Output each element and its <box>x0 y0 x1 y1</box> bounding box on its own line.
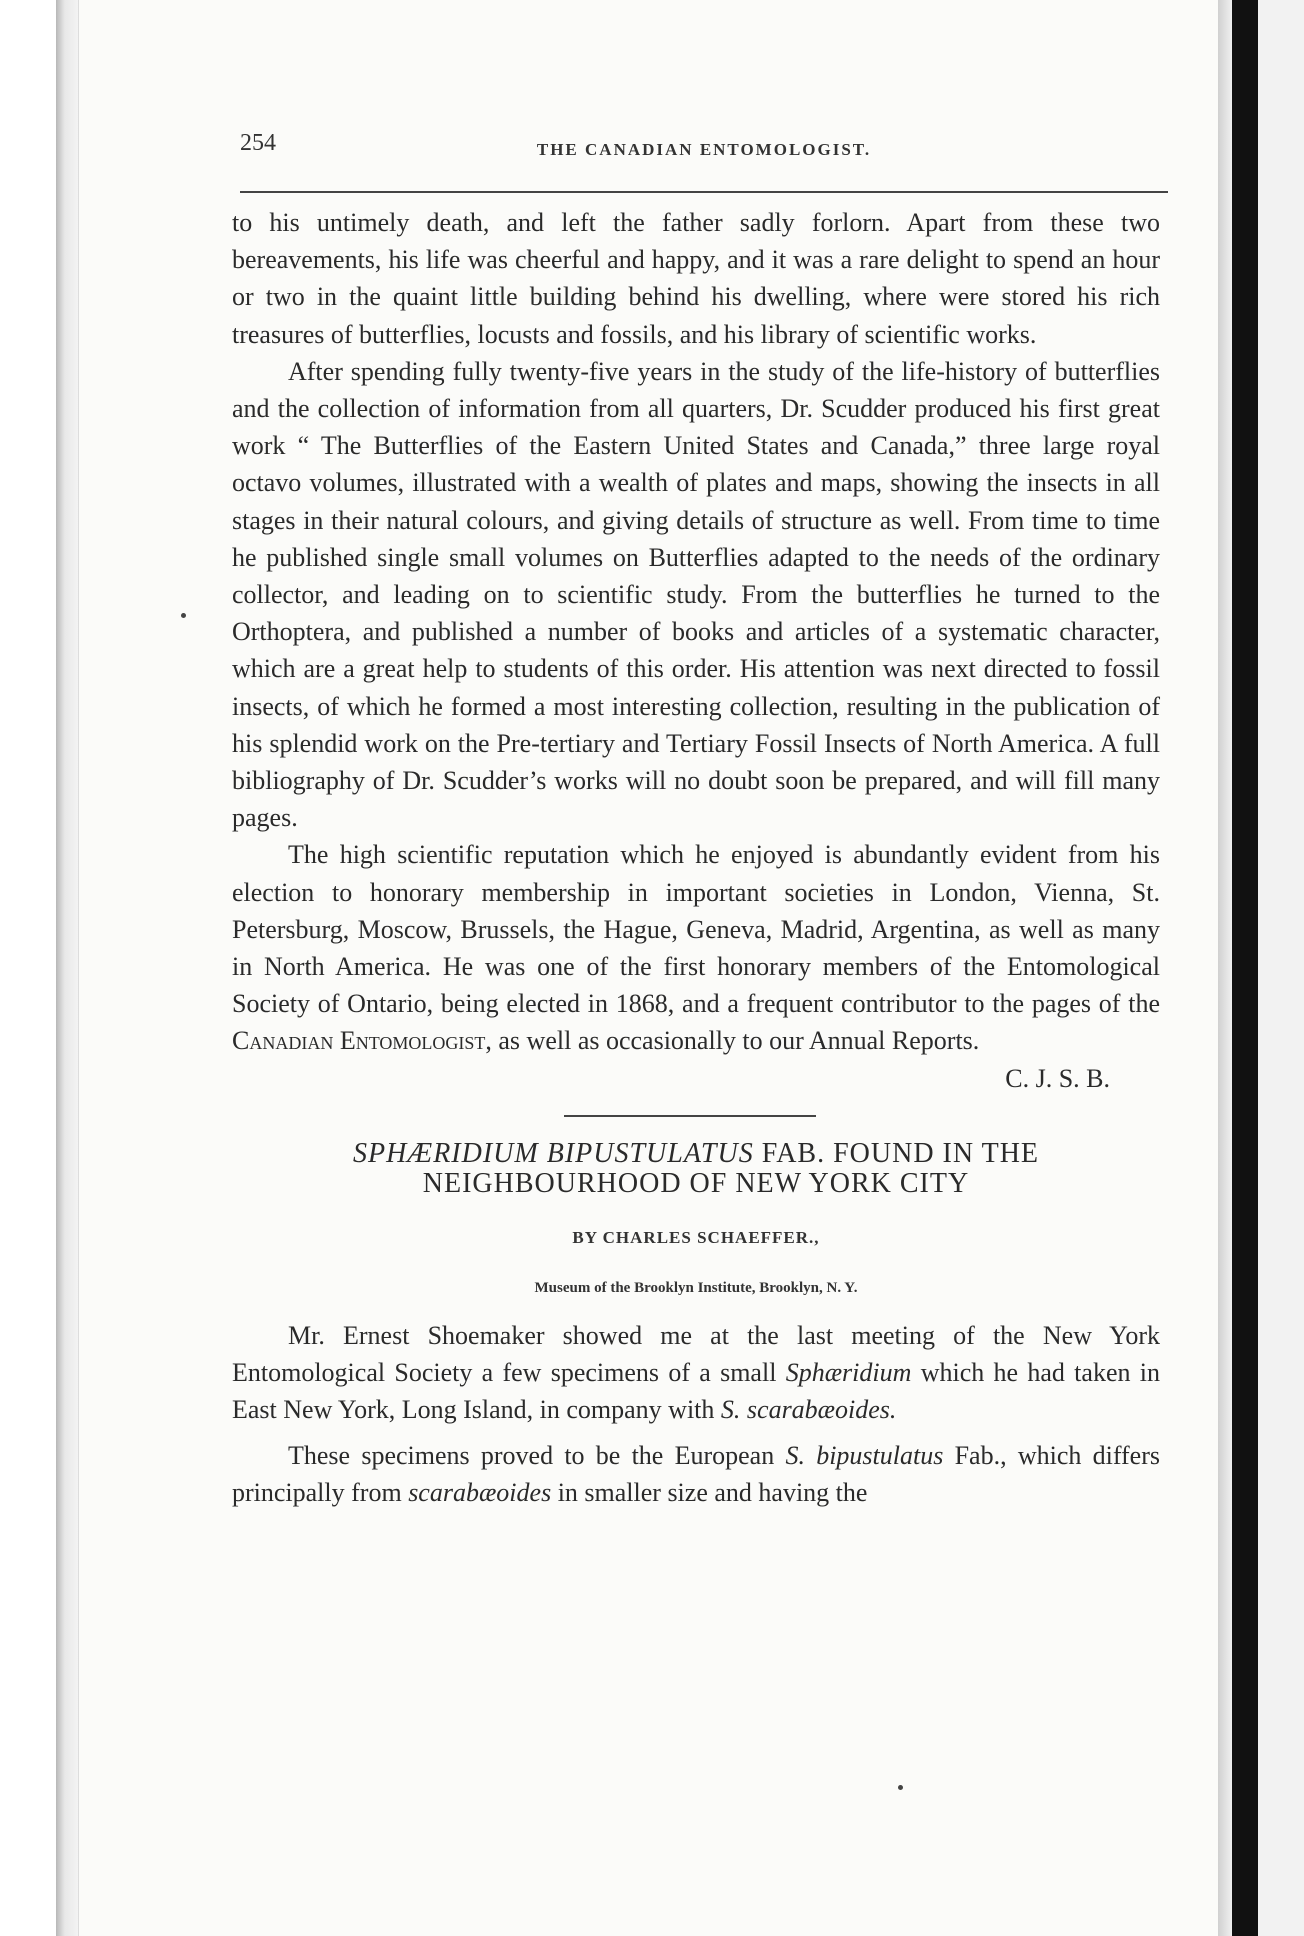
header-rule <box>240 191 1168 193</box>
byline: BY CHARLES SCHAEFFER., <box>572 1227 820 1247</box>
species-scarabaeoides: scarabæoides <box>408 1477 552 1507</box>
body-text <box>232 204 1160 1511</box>
journal-name-smallcaps: Canadian Entomologist <box>232 1026 486 1056</box>
paragraph-4 <box>232 1317 1160 1429</box>
page-edge-left <box>56 0 78 1936</box>
article-title-rest: FAB. FOUND IN THE <box>753 1137 1040 1169</box>
running-head <box>240 126 1168 166</box>
journal-title: THE CANADIAN ENTOMOLOGIST. <box>536 140 872 159</box>
species-name-title: SPHÆRIDIUM BIPUSTULATUS <box>352 1137 754 1169</box>
species-bipustulatus: S. bipustulatus <box>785 1440 944 1470</box>
paragraph-2: After spending fully twenty-five years in the study of the life-history of butterflies and the collection of information from all quarters, Dr. Scudder produced his first great work “ The Butterflies of the Eastern United States and Canada,” three large royal octavo volumes, illustrated with a wealth of plates and maps, showing the insects in all stages in their natural colours, and giving details of structure as well. From time to time he published single small volumes on Butterflies adapted to the needs of the ordinary collector, and leading on to scientific study. From the butterflies he turned to the Orthoptera, and published a number of books and articles of a systematic character, which are a great help to students of this order. His attention was next directed to fossil insects, of which he formed a most interesting collection, resulting in the publication of his splendid work on the Pre-tertiary and Tertiary Fossil Insects of North America. A full bibliography of Dr. Scudder’s works will no doubt soon be prepared, and will fill many pages. <box>232 356 1160 833</box>
speck-mark <box>898 1785 903 1790</box>
affiliation: Museum of the Brooklyn Institute, Brooklyn, N. Y. <box>534 1279 858 1296</box>
paragraph-5-middle: Fab., which differs principally from <box>232 1440 1161 1507</box>
author-initials: C. J. S. B. <box>1005 1063 1110 1093</box>
speck-mark <box>181 613 186 618</box>
paragraph-5-text: These specimens proved to be the European <box>288 1440 786 1470</box>
paragraph-3 <box>232 836 1160 1059</box>
genus-name: Sphæridium <box>785 1358 912 1388</box>
article-title-line-1 <box>232 1139 1160 1169</box>
paragraph-1: to his untimely death, and left the father sadly forlorn. Apart from these two bereavements, his life was cheerful and happy, and it was a rare delight to spend an hour or two in the quaint little building behind his dwelling, where were stored his rich treasures of butterflies, locusts and fossils, and his library of scientific works. <box>232 208 1160 349</box>
paragraph-3-end: , as well as occasionally to our Annual Reports. <box>485 1026 980 1056</box>
section-separator <box>564 1115 816 1117</box>
next-page-edge <box>1258 0 1304 1936</box>
article-title-line-2: NEIGHBOURHOOD OF NEW YORK CITY <box>422 1167 970 1199</box>
paragraph-4-text: Mr. Ernest Shoemaker showed me at the last meeting of the New York Entomological Society a few specimens of a small <box>232 1321 1160 1388</box>
page-edge-right <box>1218 0 1232 1936</box>
article-title <box>232 1139 1160 1199</box>
species-name: S. scarabæoides. <box>720 1395 897 1425</box>
paragraph-4-middle: which he had taken in East New York, Long Island, in company with <box>232 1358 1160 1425</box>
paragraph-5 <box>232 1437 1160 1511</box>
page-number: 254 <box>240 130 276 156</box>
paragraph-5-end: in smaller size and having the <box>551 1477 868 1507</box>
paragraph-3-text: The high scientific reputation which he enjoyed is abundantly evident from his election to honorary membership in important societies in London, Vienna, St. Petersburg, Moscow, Brussels, the Hague, Geneva, Madrid, Argentina, as well as many in North America. He was one of the first honorary members of the Entomological Society of Ontario, being elected in 1868, and a frequent contributor to the pages of the <box>232 840 1160 1019</box>
book-binding <box>1232 0 1258 1936</box>
